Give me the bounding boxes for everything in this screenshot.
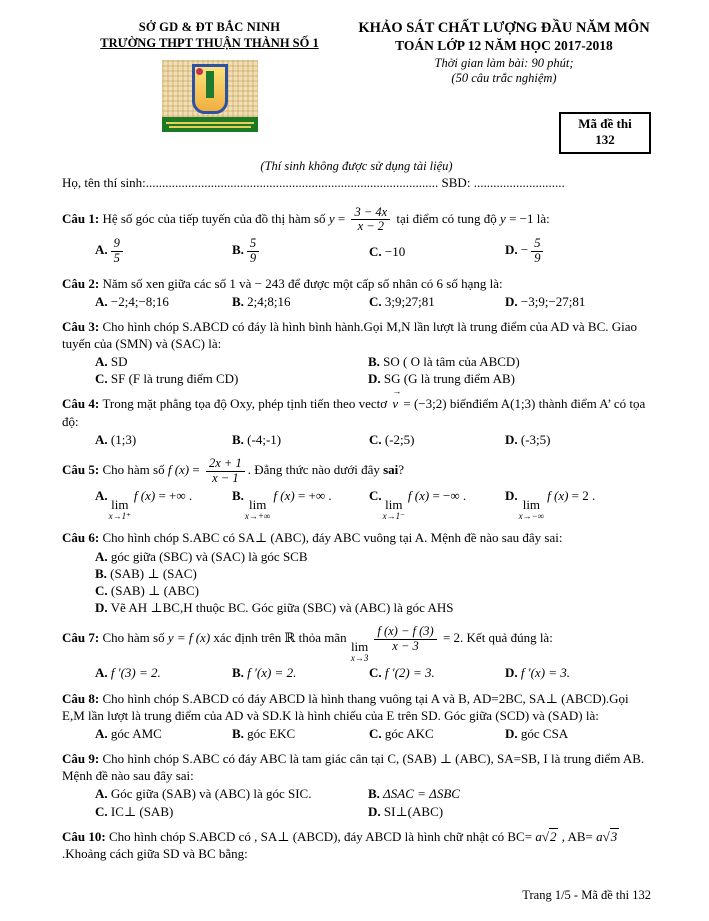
name-dots: ..........................................................................................	[145, 174, 439, 190]
lim-subscript: x→3	[350, 653, 369, 664]
school-logo	[162, 60, 258, 132]
sbd-dots: ............................	[473, 174, 565, 190]
text: SD	[107, 354, 128, 370]
text: góc giữa (SBC) và (SAC) là góc SCB	[107, 548, 308, 564]
question-body	[62, 750, 651, 784]
text: (-3;5)	[517, 431, 551, 447]
exam-question-count: (50 câu trắc nghiệm)	[451, 71, 557, 85]
limit-expression	[519, 498, 544, 521]
radicand: 2	[549, 828, 557, 844]
logo-emblem-icon	[192, 64, 228, 114]
lim-subscript: x→1⁺	[108, 511, 131, 522]
option-label: D.	[505, 242, 518, 258]
text: Cho hình chóp S.ABC có đáy ABC là tam giác cân tại C, (SAB) ⊥ (ABC), SA=SB, I là trung điểm AB. Mệnh đề nào sau đây sai:	[62, 751, 645, 784]
option-C	[369, 725, 505, 742]
option-A	[95, 785, 368, 802]
radicand: 3	[610, 828, 618, 844]
fraction	[351, 206, 390, 235]
text: Cho hàm số	[102, 462, 168, 478]
text: Cho hình chóp S.ABCD có , SA⊥ (ABCD), đáy ABCD là hình chữ nhật có BC=	[108, 828, 536, 844]
option-B	[232, 487, 369, 521]
option-label: B.	[368, 786, 380, 802]
option-label: C.	[369, 725, 382, 741]
option-label: A.	[95, 431, 108, 447]
text: xác định trên ℝ thỏa mãn	[210, 630, 350, 646]
exam-duration: Thời gian làm bài: 90 phút;	[434, 56, 574, 70]
text: = (−3;2) biếnđiểm A(1;3) thành điểm A’ có tọa độ:	[62, 396, 646, 429]
text: SF (F là trung điểm CD)	[107, 371, 239, 387]
text: = −∞ .	[429, 488, 467, 504]
option-C	[95, 370, 368, 387]
lim-subscript: x→1⁻	[382, 511, 405, 522]
option-label: A.	[95, 293, 108, 309]
math-text: y = f (x)	[167, 630, 211, 646]
text: (-4;-1)	[243, 431, 282, 447]
option-D	[505, 725, 651, 742]
text: Cho hàm số	[102, 630, 168, 646]
fraction	[374, 625, 436, 654]
option-label: B.	[232, 431, 244, 447]
option-label: C.	[369, 243, 382, 259]
question-1	[62, 205, 651, 267]
option-label: A.	[95, 786, 108, 802]
text: −10	[381, 243, 406, 259]
option-C	[369, 293, 505, 310]
text: . Đẳng thức nào dưới đây	[247, 462, 384, 478]
options	[62, 431, 651, 448]
text: (SAB) ⊥ (SAC)	[106, 565, 197, 581]
option-label: B.	[232, 293, 244, 309]
option-C	[369, 243, 505, 260]
numerator: 5	[247, 237, 259, 252]
text: tại điểm có tung độ	[393, 210, 501, 226]
text: SG (G là trung điểm AB)	[380, 371, 515, 387]
text: 2;4;8;16	[243, 293, 291, 309]
text: = 2 .	[568, 488, 596, 504]
math-text: f (x)	[167, 462, 190, 478]
text: Hệ số góc của tiếp tuyến của đồ thị hàm số	[102, 210, 329, 226]
math-text: a	[535, 828, 542, 844]
limit-expression	[109, 498, 131, 521]
question-body	[62, 275, 651, 292]
option-label: C.	[95, 371, 108, 387]
math-text: f ′(x) = 3.	[517, 665, 571, 681]
option-B	[368, 353, 651, 370]
name-label: Họ, tên thí sinh:	[62, 174, 146, 190]
options	[62, 487, 651, 521]
question-7	[62, 624, 651, 681]
option-A	[95, 293, 232, 310]
option-label: B.	[232, 488, 244, 504]
department-name: SỞ GD & ĐT BẮC NINH	[138, 20, 281, 34]
lim-word: lim	[350, 639, 369, 655]
options	[62, 725, 651, 742]
question-label: Câu 8:	[62, 690, 103, 706]
exam-title-line1: KHẢO SÁT CHẤT LƯỢNG ĐẦU NĂM MÔN	[358, 20, 650, 36]
text: (1;3)	[107, 431, 137, 447]
question-body	[62, 690, 651, 724]
question-label: Câu 9:	[62, 751, 103, 767]
fraction	[111, 237, 123, 266]
text: SO ( O là tâm của ABCD)	[379, 354, 520, 370]
denominator: x − 3	[392, 638, 419, 653]
option-label: D.	[505, 431, 518, 447]
numerator: f (x) − f (3)	[374, 625, 436, 640]
question-9	[62, 750, 651, 820]
question-label: Câu 7:	[62, 630, 103, 646]
option-B	[232, 431, 369, 448]
text: Cho hình chóp S.ABCD có đáy ABCD là hình thang vuông tại A và B, AD=2BC, SA⊥ (ABCD).Gọi E,M lần lượt là trung điểm của AD và SD.K là hình chiếu của E trên SD. Góc giữa (SCD) và (SAD) là:	[62, 690, 629, 723]
option-label: B.	[232, 725, 244, 741]
logo-banner	[162, 117, 258, 132]
question-label: Câu 2:	[62, 275, 103, 291]
math-text: f ′(3) = 2.	[107, 665, 161, 681]
text: Năm số xen giữa các số 1 và − 243 để được một cấp số nhân có 6 số hạng là:	[102, 275, 503, 291]
lim-subscript: x→+∞	[244, 511, 271, 522]
page-header	[62, 20, 651, 154]
text: −	[517, 242, 529, 258]
math-text: f (x)	[407, 488, 430, 504]
option-C	[369, 431, 505, 448]
option-A	[95, 725, 232, 742]
option-D	[505, 236, 651, 267]
question-label: Câu 6:	[62, 530, 103, 546]
option-B	[232, 293, 369, 310]
math-text: y	[328, 210, 335, 226]
denominator: x − 2	[357, 219, 385, 234]
option-B	[368, 785, 651, 802]
school-name: TRƯỜNG THPT THUẬN THÀNH SỐ 1	[100, 36, 319, 50]
text: ?	[398, 462, 405, 478]
text: = 2. Kết quả đúng là:	[439, 630, 553, 646]
text: =	[189, 462, 203, 478]
square-root: √2	[541, 828, 557, 844]
question-label: Câu 5:	[62, 462, 103, 478]
fraction	[531, 237, 543, 266]
text: , AB=	[558, 828, 597, 844]
square-root: √3	[602, 828, 618, 844]
numerator: 9	[111, 237, 123, 252]
option-label: C.	[95, 582, 108, 598]
numerator: 2x + 1	[206, 457, 245, 472]
option-label: C.	[369, 293, 382, 309]
text: Cho hình chóp S.ABCD có đáy là hình bình hành.Gọi M,N lần lượt là trung điểm của AD và BC. Giao tuyến của (SMN) và (SAC) là:	[62, 318, 638, 351]
question-8	[62, 690, 651, 742]
option-label: A.	[95, 725, 108, 741]
option-A	[95, 353, 368, 370]
question-body	[62, 828, 651, 862]
math-text: y	[500, 210, 506, 226]
option-label: C.	[369, 665, 382, 681]
page-footer: Trang 1/5 - Mã đề thi 132	[522, 888, 651, 902]
option-label: D.	[505, 293, 518, 309]
option-C	[95, 803, 368, 820]
text: Góc giữa (SAB) và (ABC) là góc SIC.	[107, 786, 312, 802]
option-D	[505, 664, 651, 681]
question-label: Câu 1:	[62, 210, 103, 226]
option-A	[95, 548, 651, 565]
math-text: ΔSAC = ΔSBC	[379, 786, 460, 802]
options	[62, 548, 651, 617]
option-C	[369, 664, 505, 681]
option-label: D.	[505, 488, 518, 504]
lim-word: lim	[248, 497, 267, 513]
text: .Khoảng cách giữa SD và BC bằng:	[62, 845, 248, 861]
text: −2;4;−8;16	[107, 293, 169, 309]
option-label: B.	[368, 354, 380, 370]
question-body	[62, 456, 651, 487]
option-label: D.	[505, 665, 518, 681]
bold-text: sai	[383, 462, 399, 478]
text: góc EKC	[243, 725, 296, 741]
sbd-label: SBD:	[438, 174, 474, 190]
math-text: f ′(x) = 2.	[243, 665, 297, 681]
text: (-2;5)	[381, 431, 415, 447]
question-label: Câu 4:	[62, 396, 103, 412]
logo-background	[162, 60, 258, 117]
limit-expression	[351, 640, 369, 663]
fraction	[247, 237, 259, 266]
question-body	[62, 395, 651, 429]
option-D	[368, 803, 651, 820]
option-C	[95, 582, 651, 599]
text: = +∞ .	[155, 488, 193, 504]
text: (SAB) ⊥ (ABC)	[107, 582, 199, 598]
question-body	[62, 624, 651, 663]
numerator: 3 − 4x	[351, 206, 390, 221]
exam-title-line2: TOÁN LỚP 12 NĂM HỌC 2017-2018	[395, 38, 613, 53]
text: SI⊥(ABC)	[380, 803, 444, 819]
options	[62, 236, 651, 267]
text: góc AMC	[107, 725, 162, 741]
denominator: 5	[113, 250, 120, 265]
math-text: f (x)	[273, 488, 295, 504]
header-left	[62, 20, 357, 154]
option-A	[95, 487, 232, 521]
questions-list	[62, 205, 651, 862]
text: góc AKC	[381, 725, 434, 741]
exam-code-label: Mã đề thi	[578, 116, 632, 131]
option-C	[369, 487, 505, 521]
text: =	[334, 210, 349, 226]
option-label: D.	[368, 371, 381, 387]
option-label: D.	[95, 600, 108, 616]
question-6	[62, 529, 651, 616]
option-label: C.	[95, 803, 108, 819]
options	[62, 293, 651, 310]
option-A	[95, 664, 232, 681]
limit-expression	[245, 498, 270, 521]
text: Cho hình chóp S.ABC có SA⊥ (ABC), đáy ABC vuông tại A. Mệnh đề nào sau đây sai:	[102, 530, 563, 546]
lim-subscript: x→−∞	[518, 511, 545, 522]
question-body	[62, 529, 651, 546]
option-label: C.	[369, 488, 382, 504]
option-D	[505, 487, 651, 521]
text: Vẽ AH ⊥BC,H thuộc BC. Góc giữa (SBC) và (ABC) là góc AHS	[107, 600, 454, 616]
lim-word: lim	[385, 497, 403, 513]
option-D	[368, 370, 651, 387]
option-D	[505, 293, 651, 310]
no-material-note: (Thí sinh không được sử dụng tài liệu)	[260, 158, 453, 173]
lim-word: lim	[111, 497, 129, 513]
question-label: Câu 3:	[62, 318, 103, 334]
denominator: 9	[534, 250, 541, 265]
options	[62, 664, 651, 681]
vector-symbol: → v	[392, 395, 398, 412]
question-4	[62, 395, 651, 447]
question-label: Câu 10:	[62, 828, 109, 844]
option-A	[95, 431, 232, 448]
option-label: A.	[95, 488, 108, 504]
denominator: 9	[249, 250, 257, 265]
limit-expression	[383, 498, 405, 521]
question-2	[62, 275, 651, 310]
option-A	[95, 236, 232, 267]
fraction	[206, 457, 245, 486]
option-D	[505, 431, 651, 448]
header-right	[357, 20, 651, 154]
math-text: f (x)	[133, 488, 156, 504]
text: = +∞ .	[294, 488, 332, 504]
question-body	[62, 318, 651, 352]
math-text: f (x)	[547, 488, 569, 504]
option-label: A.	[95, 665, 108, 681]
option-B	[95, 565, 651, 582]
numerator: 5	[531, 237, 543, 252]
option-label: D.	[505, 725, 518, 741]
text: −3;9;−27;81	[517, 293, 586, 309]
option-label: B.	[232, 242, 244, 258]
question-3	[62, 318, 651, 388]
option-label: A.	[95, 354, 108, 370]
option-label: A.	[95, 242, 108, 258]
math-text: a	[596, 828, 603, 844]
candidate-info-line	[62, 175, 651, 191]
option-B	[232, 236, 369, 267]
exam-code-box	[559, 112, 651, 154]
denominator: x − 1	[212, 470, 239, 485]
exam-code-value: 132	[595, 132, 615, 148]
option-D	[95, 599, 651, 616]
lim-word: lim	[522, 497, 541, 513]
option-label: D.	[368, 803, 381, 819]
option-B	[232, 664, 369, 681]
question-10	[62, 828, 651, 862]
text: góc CSA	[517, 725, 569, 741]
question-5	[62, 456, 651, 522]
math-text: f ′(2) = 3.	[381, 665, 435, 681]
option-label: B.	[95, 565, 107, 581]
options	[62, 785, 651, 819]
option-label: B.	[232, 665, 244, 681]
text: = −1 là:	[505, 210, 550, 226]
text: 3;9;27;81	[381, 293, 435, 309]
options	[62, 353, 651, 387]
option-label: C.	[369, 431, 382, 447]
text: Trong mặt phẳng tọa độ Oxy, phép tịnh tiến theo vectơ	[102, 396, 391, 412]
text: IC⊥ (SAB)	[107, 803, 174, 819]
question-body	[62, 205, 651, 236]
option-label: A.	[95, 548, 108, 564]
option-B	[232, 725, 369, 742]
